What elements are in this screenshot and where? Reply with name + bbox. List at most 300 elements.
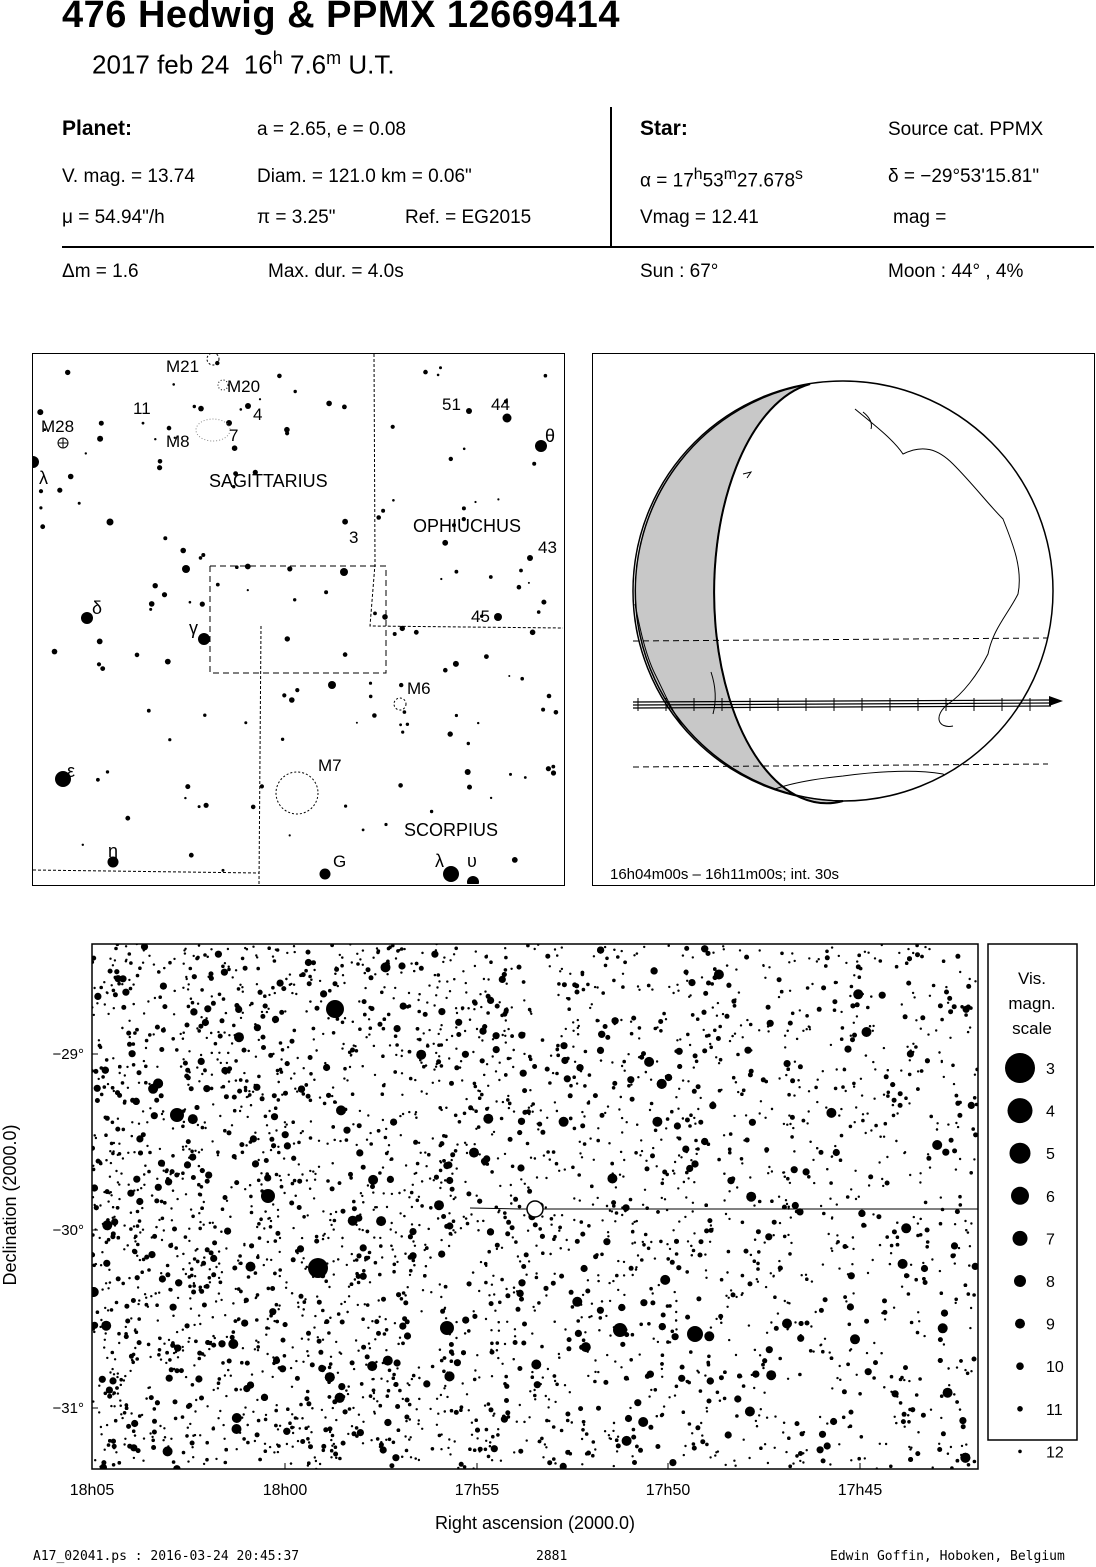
finder-star — [524, 776, 527, 779]
field-star — [202, 1303, 207, 1308]
field-star — [182, 1038, 184, 1040]
field-star — [284, 1121, 286, 1123]
finder-star — [528, 582, 530, 584]
field-star — [898, 1091, 903, 1096]
field-star — [719, 1375, 724, 1380]
field-star — [910, 1049, 912, 1051]
field-star — [782, 1171, 784, 1173]
field-star — [451, 1035, 453, 1037]
field-star — [156, 1066, 158, 1068]
field-star — [211, 1074, 213, 1076]
field-star — [284, 1142, 291, 1149]
field-star — [392, 1441, 396, 1445]
field-star — [663, 1405, 665, 1407]
field-star — [175, 1279, 182, 1286]
finder-star — [382, 614, 388, 620]
field-star — [356, 1274, 361, 1279]
field-star — [830, 1418, 837, 1425]
field-star — [689, 1350, 693, 1354]
field-star — [476, 1354, 478, 1356]
field-star — [435, 1066, 437, 1068]
field-star — [400, 1134, 402, 1136]
field-star — [572, 1021, 574, 1023]
field-star — [788, 1465, 792, 1469]
field-star — [720, 1318, 722, 1320]
field-star — [205, 1340, 210, 1345]
field-star — [301, 1237, 303, 1239]
field-star — [416, 1162, 420, 1166]
time-suffix: U.T. — [348, 49, 395, 80]
field-star — [404, 1253, 406, 1255]
field-star — [102, 1067, 109, 1074]
field-star — [257, 1138, 259, 1140]
field-star — [252, 946, 254, 948]
field-star — [540, 1130, 545, 1135]
field-star — [109, 1281, 111, 1283]
field-star — [136, 974, 140, 978]
field-star — [895, 965, 899, 969]
field-star — [327, 1017, 329, 1019]
field-star — [332, 1260, 334, 1262]
field-star — [916, 1087, 920, 1091]
field-star — [135, 1275, 140, 1280]
field-star — [657, 1341, 659, 1343]
field-star — [354, 1278, 356, 1280]
field-star — [615, 1186, 617, 1188]
field-star — [191, 1383, 195, 1387]
field-star — [274, 1106, 278, 1110]
field-star — [492, 1055, 494, 1057]
field-star — [508, 1102, 512, 1106]
field-star — [604, 1112, 606, 1114]
field-star — [393, 1263, 397, 1267]
finder-star — [189, 601, 192, 604]
field-star — [421, 1180, 423, 1182]
field-star — [701, 976, 703, 978]
field-star — [218, 1034, 223, 1039]
field-star — [561, 968, 563, 970]
field-star — [136, 1210, 140, 1214]
field-star — [126, 1424, 131, 1429]
field-star — [495, 1070, 497, 1072]
field-star — [385, 1349, 387, 1351]
field-star — [414, 1245, 416, 1247]
field-star — [568, 1249, 570, 1251]
field-star — [506, 1220, 511, 1225]
table-divider-horizontal — [62, 246, 1094, 248]
star-mag: mag = — [893, 207, 947, 228]
field-star — [438, 1033, 440, 1035]
field-star — [229, 1216, 231, 1218]
field-star — [693, 1066, 695, 1068]
finder-star — [448, 875, 452, 879]
field-star — [293, 1142, 295, 1144]
star-source: Source cat. PPMX — [888, 119, 1044, 140]
field-star — [959, 1408, 961, 1410]
field-star — [573, 1197, 575, 1199]
field-star — [313, 1079, 315, 1081]
field-star — [191, 1446, 193, 1448]
field-star — [174, 1246, 178, 1250]
finder-star — [403, 710, 407, 714]
finder-star — [162, 592, 167, 597]
field-star — [235, 969, 237, 971]
field-star — [163, 1229, 165, 1231]
field-star — [394, 987, 396, 989]
field-star — [451, 1159, 453, 1161]
field-star — [268, 1110, 270, 1112]
field-star — [709, 1046, 713, 1050]
field-star — [209, 1222, 211, 1224]
field-star — [156, 1178, 158, 1180]
field-star — [589, 1137, 591, 1139]
field-star — [401, 1072, 403, 1074]
field-of-view-box — [210, 566, 386, 673]
field-star — [132, 983, 134, 985]
field-star — [790, 1078, 795, 1083]
field-star — [297, 1302, 299, 1304]
field-star — [222, 997, 226, 1001]
field-star — [168, 1243, 173, 1248]
field-star — [902, 1412, 907, 1417]
field-star — [938, 1443, 940, 1445]
legend-dot-mag-8 — [1014, 1275, 1026, 1287]
field-star — [791, 952, 793, 954]
field-star — [507, 1095, 509, 1097]
field-star — [256, 983, 258, 985]
field-star — [211, 1343, 216, 1348]
field-star — [454, 1149, 458, 1153]
field-star — [429, 1256, 431, 1258]
field-star — [109, 958, 111, 960]
field-star — [368, 1018, 370, 1020]
field-star — [829, 1181, 833, 1185]
field-star — [636, 1124, 638, 1126]
field-star — [223, 1129, 227, 1133]
field-star — [967, 1463, 971, 1467]
field-star — [349, 1176, 353, 1180]
field-star — [355, 1224, 357, 1226]
field-star — [608, 1434, 610, 1436]
field-star — [288, 1421, 292, 1425]
field-star — [146, 1121, 148, 1123]
field-star — [970, 1222, 972, 1224]
field-star — [352, 1431, 357, 1436]
field-star — [129, 987, 133, 991]
field-star — [616, 1450, 618, 1452]
field-star — [128, 1020, 130, 1022]
field-star — [788, 1206, 790, 1208]
field-star — [120, 1172, 122, 1174]
field-star — [136, 1135, 143, 1142]
field-star — [325, 1372, 335, 1382]
field-star — [492, 1275, 494, 1277]
field-star — [968, 1102, 975, 1109]
field-star — [353, 1044, 355, 1046]
field-star — [279, 1175, 281, 1177]
finder-star — [463, 448, 466, 451]
field-star — [273, 959, 277, 963]
finder-star — [508, 675, 510, 677]
field-star — [306, 1401, 311, 1406]
field-star — [608, 1142, 610, 1144]
field-star — [894, 1416, 896, 1418]
field-star — [378, 1273, 382, 1277]
field-star — [882, 1185, 884, 1187]
field-star — [474, 1418, 478, 1422]
field-star — [261, 1370, 263, 1372]
field-star — [289, 1201, 294, 1206]
alpha-m-unit: m — [723, 166, 737, 183]
field-star — [283, 1428, 290, 1435]
field-star — [193, 1282, 195, 1284]
field-star — [367, 1327, 369, 1329]
field-star — [225, 1247, 227, 1249]
field-star — [639, 1353, 641, 1355]
field-star — [519, 1297, 524, 1302]
field-star — [839, 1379, 841, 1381]
field-star — [906, 1046, 908, 1048]
field-star — [134, 1240, 136, 1242]
field-star — [806, 1122, 808, 1124]
field-star — [274, 1021, 276, 1023]
field-star — [809, 1349, 813, 1353]
star-delta: δ = −29°53'15.81" — [888, 166, 1040, 187]
field-star — [874, 957, 876, 959]
field-star — [808, 1110, 810, 1112]
field-star — [386, 1206, 388, 1208]
field-star — [660, 1139, 662, 1141]
finder-star — [142, 422, 145, 425]
field-star — [513, 1287, 515, 1289]
field-star — [940, 1417, 942, 1419]
field-star — [794, 960, 796, 962]
field-star — [117, 1181, 119, 1183]
field-star — [605, 1035, 610, 1040]
field-star — [386, 1380, 388, 1382]
field-star — [674, 1394, 676, 1396]
field-star — [462, 970, 464, 972]
field-star — [448, 1245, 450, 1247]
field-star — [493, 1413, 495, 1415]
field-star — [362, 1442, 364, 1444]
field-star — [601, 1300, 603, 1302]
field-star — [920, 1028, 922, 1030]
field-star — [443, 1387, 445, 1389]
field-star — [773, 1234, 775, 1236]
field-star — [234, 1319, 238, 1323]
field-star — [264, 1210, 266, 1212]
field-star — [112, 964, 114, 966]
field-star — [245, 1144, 247, 1146]
field-star — [545, 1419, 549, 1423]
field-star — [219, 1281, 223, 1285]
field-star — [304, 1396, 309, 1401]
field-star — [719, 1400, 721, 1402]
field-star — [631, 1333, 635, 1337]
field-star — [460, 1060, 462, 1062]
field-star — [564, 1328, 566, 1330]
field-star — [695, 1060, 699, 1064]
field-star — [194, 1275, 196, 1277]
field-star — [623, 1274, 625, 1276]
field-star — [283, 1354, 287, 1358]
field-star — [124, 1375, 126, 1377]
field-star — [218, 1277, 220, 1279]
field-star — [201, 1126, 205, 1130]
field-star — [194, 1340, 198, 1344]
field-star — [115, 1451, 117, 1453]
field-star — [340, 1320, 345, 1325]
field-star — [231, 1042, 233, 1044]
field-star — [700, 1422, 702, 1424]
field-star — [341, 1209, 346, 1214]
field-star — [503, 1216, 507, 1220]
field-star — [394, 1025, 401, 1032]
field-star — [468, 1447, 472, 1451]
field-star — [401, 1055, 403, 1057]
field-star — [924, 1201, 928, 1205]
field-star — [237, 1089, 242, 1094]
finder-star — [551, 765, 555, 769]
finder-star — [392, 499, 395, 502]
field-star — [896, 1112, 898, 1114]
field-star — [529, 1390, 531, 1392]
finder-star — [39, 506, 42, 509]
field-star — [337, 1258, 339, 1260]
field-star — [380, 1446, 387, 1453]
field-star — [170, 1169, 175, 1174]
field-star — [537, 1123, 539, 1125]
field-star — [278, 1308, 280, 1310]
field-star — [182, 1253, 184, 1255]
field-star — [759, 949, 761, 951]
field-star — [256, 1399, 258, 1401]
label-sagittarius: SAGITTARIUS — [209, 471, 328, 491]
field-star — [105, 1058, 109, 1062]
field-star — [788, 1021, 793, 1026]
field-star — [892, 1229, 897, 1234]
field-star — [314, 1173, 316, 1175]
field-star — [758, 1414, 760, 1416]
field-star — [186, 978, 188, 980]
field-star — [392, 1270, 396, 1274]
field-star — [130, 1317, 132, 1319]
field-star — [227, 1130, 232, 1135]
field-star — [465, 991, 467, 993]
finder-star — [401, 731, 404, 734]
field-star — [270, 1149, 272, 1151]
field-star — [194, 1410, 196, 1412]
field-star — [138, 966, 142, 970]
field-star — [429, 1408, 431, 1410]
field-star — [201, 1073, 203, 1075]
field-star — [750, 1254, 752, 1256]
field-star — [749, 1176, 751, 1178]
field-star — [866, 1352, 868, 1354]
field-star — [502, 1101, 504, 1103]
field-star — [505, 1410, 510, 1415]
field-star — [112, 1150, 114, 1152]
field-star — [227, 1066, 232, 1071]
field-star — [592, 1203, 594, 1205]
field-star — [970, 1370, 972, 1372]
field-star — [629, 1198, 633, 1202]
field-star — [406, 1333, 410, 1337]
field-star — [224, 1448, 228, 1452]
field-star — [351, 1092, 355, 1096]
label-m6: M6 — [407, 679, 431, 698]
field-star — [391, 1193, 393, 1195]
field-star — [704, 1331, 714, 1341]
field-star — [811, 983, 813, 985]
field-star — [188, 1228, 190, 1230]
field-star — [149, 1356, 151, 1358]
field-star — [610, 1162, 614, 1166]
field-star — [540, 1345, 544, 1349]
field-star — [275, 1303, 279, 1307]
finder-star — [149, 601, 155, 607]
field-star — [812, 1159, 814, 1161]
field-star — [210, 1032, 212, 1034]
field-star — [209, 976, 214, 981]
field-star — [839, 1158, 843, 1162]
field-star — [392, 1376, 396, 1380]
field-star — [784, 1046, 786, 1048]
field-star — [555, 1162, 559, 1166]
field-star — [143, 1060, 145, 1062]
field-star — [632, 1274, 634, 1276]
field-star — [606, 1354, 608, 1356]
finder-star — [477, 722, 479, 724]
field-star — [264, 1115, 268, 1119]
field-star — [222, 1424, 224, 1426]
field-star — [102, 1220, 112, 1230]
field-star — [495, 1004, 500, 1009]
field-star — [172, 1460, 176, 1464]
field-star — [375, 1361, 377, 1363]
field-star — [567, 997, 571, 1001]
field-star — [674, 1122, 681, 1129]
finder-star — [100, 666, 105, 671]
field-star — [800, 1336, 804, 1340]
field-star — [883, 1094, 885, 1096]
field-star — [687, 1381, 691, 1385]
field-star — [656, 1060, 658, 1062]
field-star — [650, 1389, 652, 1391]
legend-label-mag-12: 12 — [1046, 1444, 1064, 1462]
field-star — [635, 1268, 637, 1270]
finder-star — [414, 630, 419, 635]
field-star — [595, 1253, 599, 1257]
field-star — [333, 1452, 338, 1457]
field-star — [238, 1254, 242, 1258]
field-star — [350, 1048, 355, 1053]
field-star — [858, 975, 862, 979]
field-star — [172, 1315, 174, 1317]
bright-field-star — [440, 1321, 454, 1335]
field-star — [128, 979, 130, 981]
field-star — [364, 1259, 366, 1261]
field-star — [183, 949, 185, 951]
field-star — [424, 1244, 426, 1246]
field-star — [670, 1110, 674, 1114]
field-star — [788, 961, 790, 963]
field-star — [307, 1426, 309, 1428]
field-star — [416, 1027, 420, 1031]
field-star — [252, 1411, 254, 1413]
field-star — [228, 1034, 230, 1036]
